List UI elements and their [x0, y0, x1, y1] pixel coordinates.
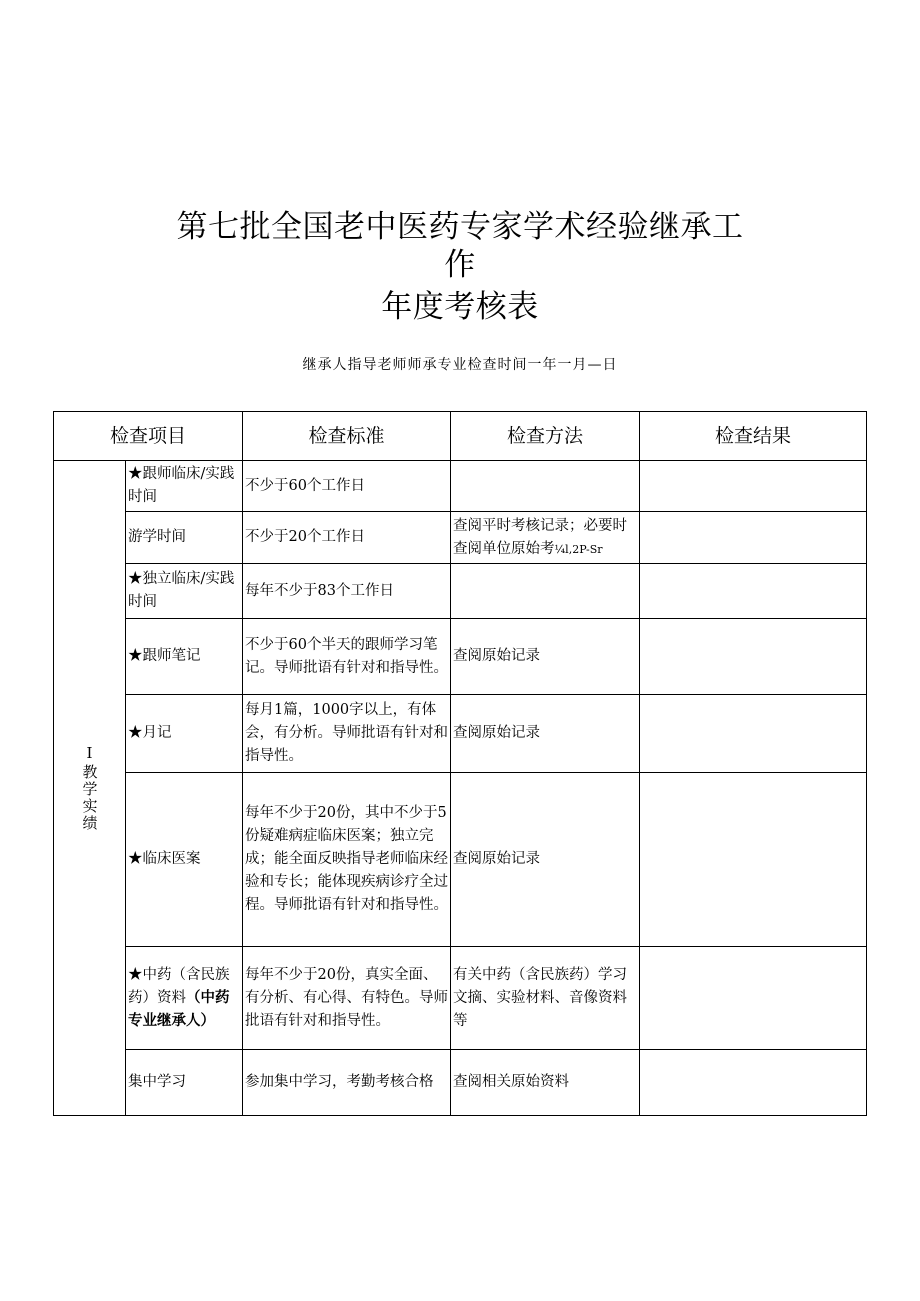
header-check-item: 检查项目 — [54, 412, 243, 461]
row-standard: 每年不少于20份，真实全面、有分析、有心得、有特色。导师批语有针对和指导性。 — [243, 947, 451, 1050]
row-result — [640, 773, 867, 947]
row-item: 集中学习 — [126, 1050, 243, 1116]
row-method-suffix: ¼l,2P-Sr — [554, 542, 603, 556]
table-header-row — [54, 412, 867, 461]
table-row — [54, 773, 867, 947]
row-item: ★跟师临床/实践时间 — [126, 461, 243, 512]
category-cell — [54, 461, 126, 1116]
table-row — [54, 564, 867, 619]
row-item: ★独立临床/实践时间 — [126, 564, 243, 619]
row-method-text: 查阅平时考核记录；必要时查阅单位原始考 — [453, 517, 628, 557]
row-standard: 每年不少于83个工作日 — [243, 564, 451, 619]
row-method: 查阅原始记录 — [451, 619, 640, 695]
table-row — [54, 947, 867, 1050]
row-standard: 每月1篇，1000字以上，有体会，有分析。导师批语有针对和指导性。 — [243, 695, 451, 773]
row-item — [126, 947, 243, 1050]
assessment-table — [53, 411, 867, 1116]
row-item: ★月记 — [126, 695, 243, 773]
row-method: 查阅原始记录 — [451, 773, 640, 947]
table-row — [54, 461, 867, 512]
document-subtitle: 继承人指导老师师承专业检查时间一年一月—日 — [302, 357, 618, 373]
document-title-line-1: 第七批全国老中医药专家学术经验继承工 — [176, 209, 744, 245]
row-item: ★临床医案 — [126, 773, 243, 947]
row-item-text: ★中药（含民族药）资料 — [128, 966, 230, 1006]
document-title-line-3: 年度考核表 — [381, 289, 539, 325]
row-method: 查阅相关原始资料 — [451, 1050, 640, 1116]
category-label: I教学实绩 — [80, 744, 99, 832]
row-standard: 参加集中学习，考勤考核合格 — [243, 1050, 451, 1116]
row-method: 查阅原始记录 — [451, 695, 640, 773]
row-result — [640, 695, 867, 773]
table-row — [54, 619, 867, 695]
row-result — [640, 619, 867, 695]
row-method: 有关中药（含民族药）学习文摘、实验材料、音像资料等 — [451, 947, 640, 1050]
header-check-result: 检查结果 — [640, 412, 867, 461]
row-item: ★跟师笔记 — [126, 619, 243, 695]
row-method — [451, 564, 640, 619]
header-check-standard: 检查标准 — [243, 412, 451, 461]
row-result — [640, 1050, 867, 1116]
table-row — [54, 1050, 867, 1116]
row-item-note: （中药专业继承人） — [128, 989, 230, 1029]
row-item: 游学时间 — [126, 512, 243, 564]
row-method — [451, 512, 640, 564]
row-result — [640, 947, 867, 1050]
row-standard: 不少于20个工作日 — [243, 512, 451, 564]
table-row — [54, 512, 867, 564]
document-title-line-2: 作 — [444, 247, 476, 283]
row-result — [640, 461, 867, 512]
row-method — [451, 461, 640, 512]
table-row — [54, 695, 867, 773]
row-result — [640, 512, 867, 564]
row-standard: 不少于60个半天的跟师学习笔记。导师批语有针对和指导性。 — [243, 619, 451, 695]
row-standard: 每年不少于20份，其中不少于5份疑难病症临床医案；独立完成；能全面反映指导老师临床经验和专长；能体现疾病诊疗全过程。导师批语有针对和指导性。 — [243, 773, 451, 947]
row-standard: 不少于60个工作日 — [243, 461, 451, 512]
row-result — [640, 564, 867, 619]
header-check-method: 检查方法 — [451, 412, 640, 461]
